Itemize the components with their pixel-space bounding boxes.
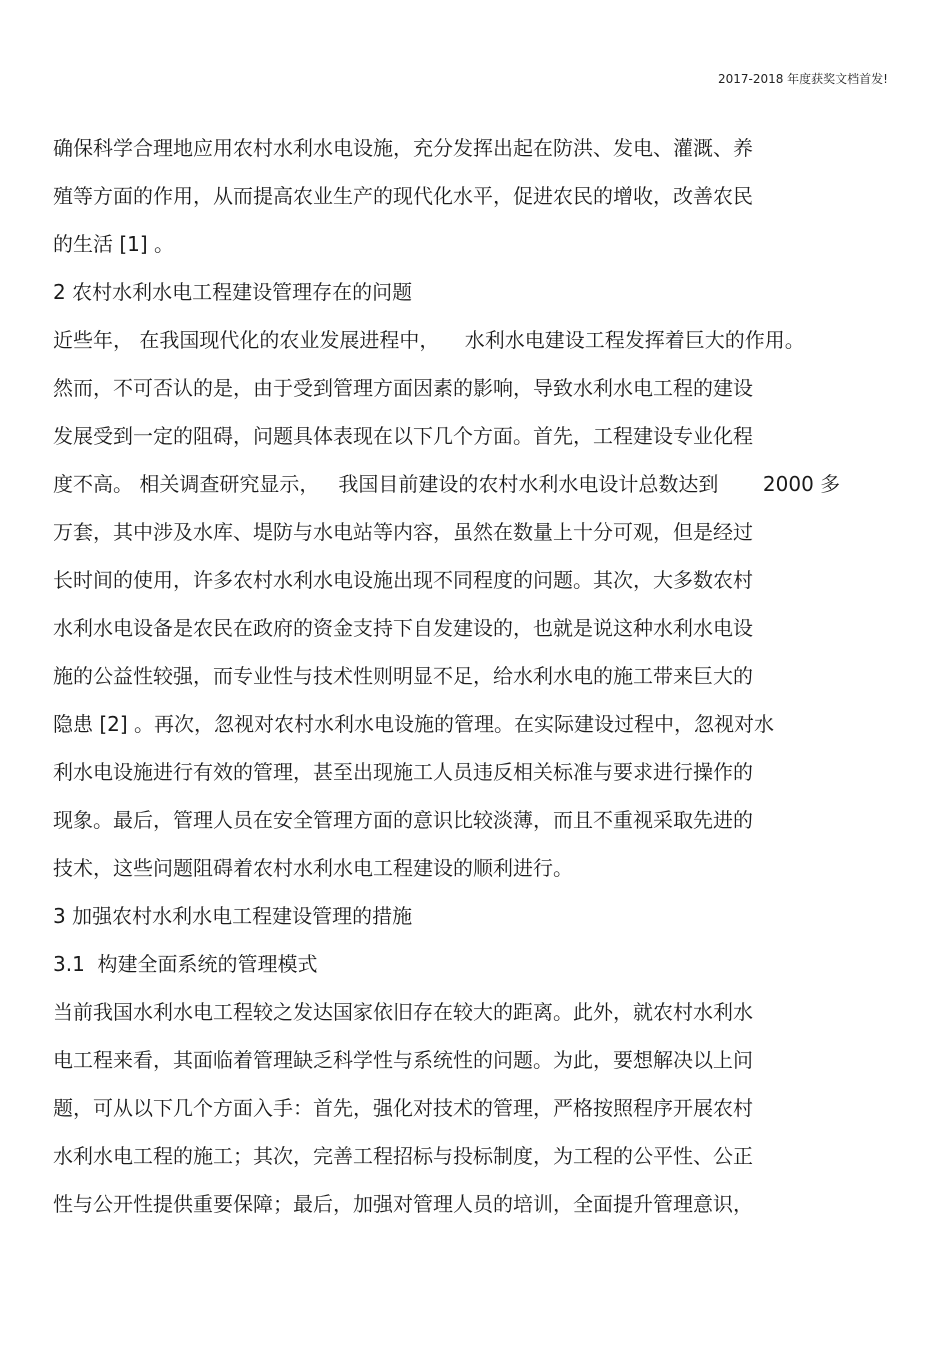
paragraph-line: 性与公开性提供重要保障；最后，加强对管理人员的培训，全面提升管理意识， [53,1192,753,1216]
paragraph-line: 现象。最后，管理人员在安全管理方面的意识比较淡薄，而且不重视采取先进的 [53,808,753,832]
paragraph-line: 技术，这些问题阻碍着农村水利水电工程建设的顺利进行。 [53,856,573,880]
section-heading: 2 农村水利水电工程建设管理存在的问题 [53,280,413,304]
paragraph-line: 当前我国水利水电工程较之发达国家依旧存在较大的距离。此外，就农村水利水 [53,1000,753,1024]
paragraph-line: 电工程来看，其面临着管理缺乏科学性与系统性的问题。为此，要想解决以上问 [53,1048,753,1072]
paragraph-line: 的生活 [1] 。 [53,232,175,256]
paragraph-line: 然而，不可否认的是，由于受到管理方面因素的影响，导致水利水电工程的建设 [53,376,753,400]
section-heading: 3 加强农村水利水电工程建设管理的措施 [53,904,413,928]
paragraph-line: 题，可从以下几个方面入手：首先，强化对技术的管理，严格按照程序开展农村 [53,1096,753,1120]
paragraph-line: 长时间的使用，许多农村水利水电设施出现不同程度的问题。其次，大多数农村 [53,568,753,592]
paragraph-line: 利水电设施进行有效的管理，甚至出现施工人员违反相关标准与要求进行操作的 [53,760,753,784]
page-header: 2017-2018 年度获奖文档首发! [717,72,888,86]
paragraph-line: 万套，其中涉及水库、堤防与水电站等内容，虽然在数量上十分可观，但是经过 [53,520,753,544]
paragraph-line: 殖等方面的作用，从而提高农业生产的现代化水平，促进农民的增收，改善农民 [53,184,753,208]
subsection-heading: 3.1 构建全面系统的管理模式 [53,952,318,976]
paragraph-line: 发展受到一定的阻碍，问题具体表现在以下几个方面。首先，工程建设专业化程 [53,424,753,448]
paragraph-line: 近些年， 在我国现代化的农业发展进程中， 水利水电建设工程发挥着巨大的作用。 [53,328,805,352]
paragraph-line: 确保科学合理地应用农村水利水电设施，充分发挥出起在防洪、发电、灌溉、养 [53,136,753,160]
paragraph-line: 度不高。 相关调查研究显示， 我国目前建设的农村水利水电设计总数达到 2000 多 [53,472,841,496]
paragraph-line: 施的公益性较强，而专业性与技术性则明显不足，给水利水电的施工带来巨大的 [53,664,753,688]
paragraph-line: 隐患 [2] 。再次，忽视对农村水利水电设施的管理。在实际建设过程中，忽视对水 [53,712,775,736]
paragraph-line: 水利水电工程的施工；其次，完善工程招标与投标制度，为工程的公平性、公正 [53,1144,753,1168]
paragraph-line: 水利水电设备是农民在政府的资金支持下自发建设的，也就是说这种水利水电设 [53,616,753,640]
